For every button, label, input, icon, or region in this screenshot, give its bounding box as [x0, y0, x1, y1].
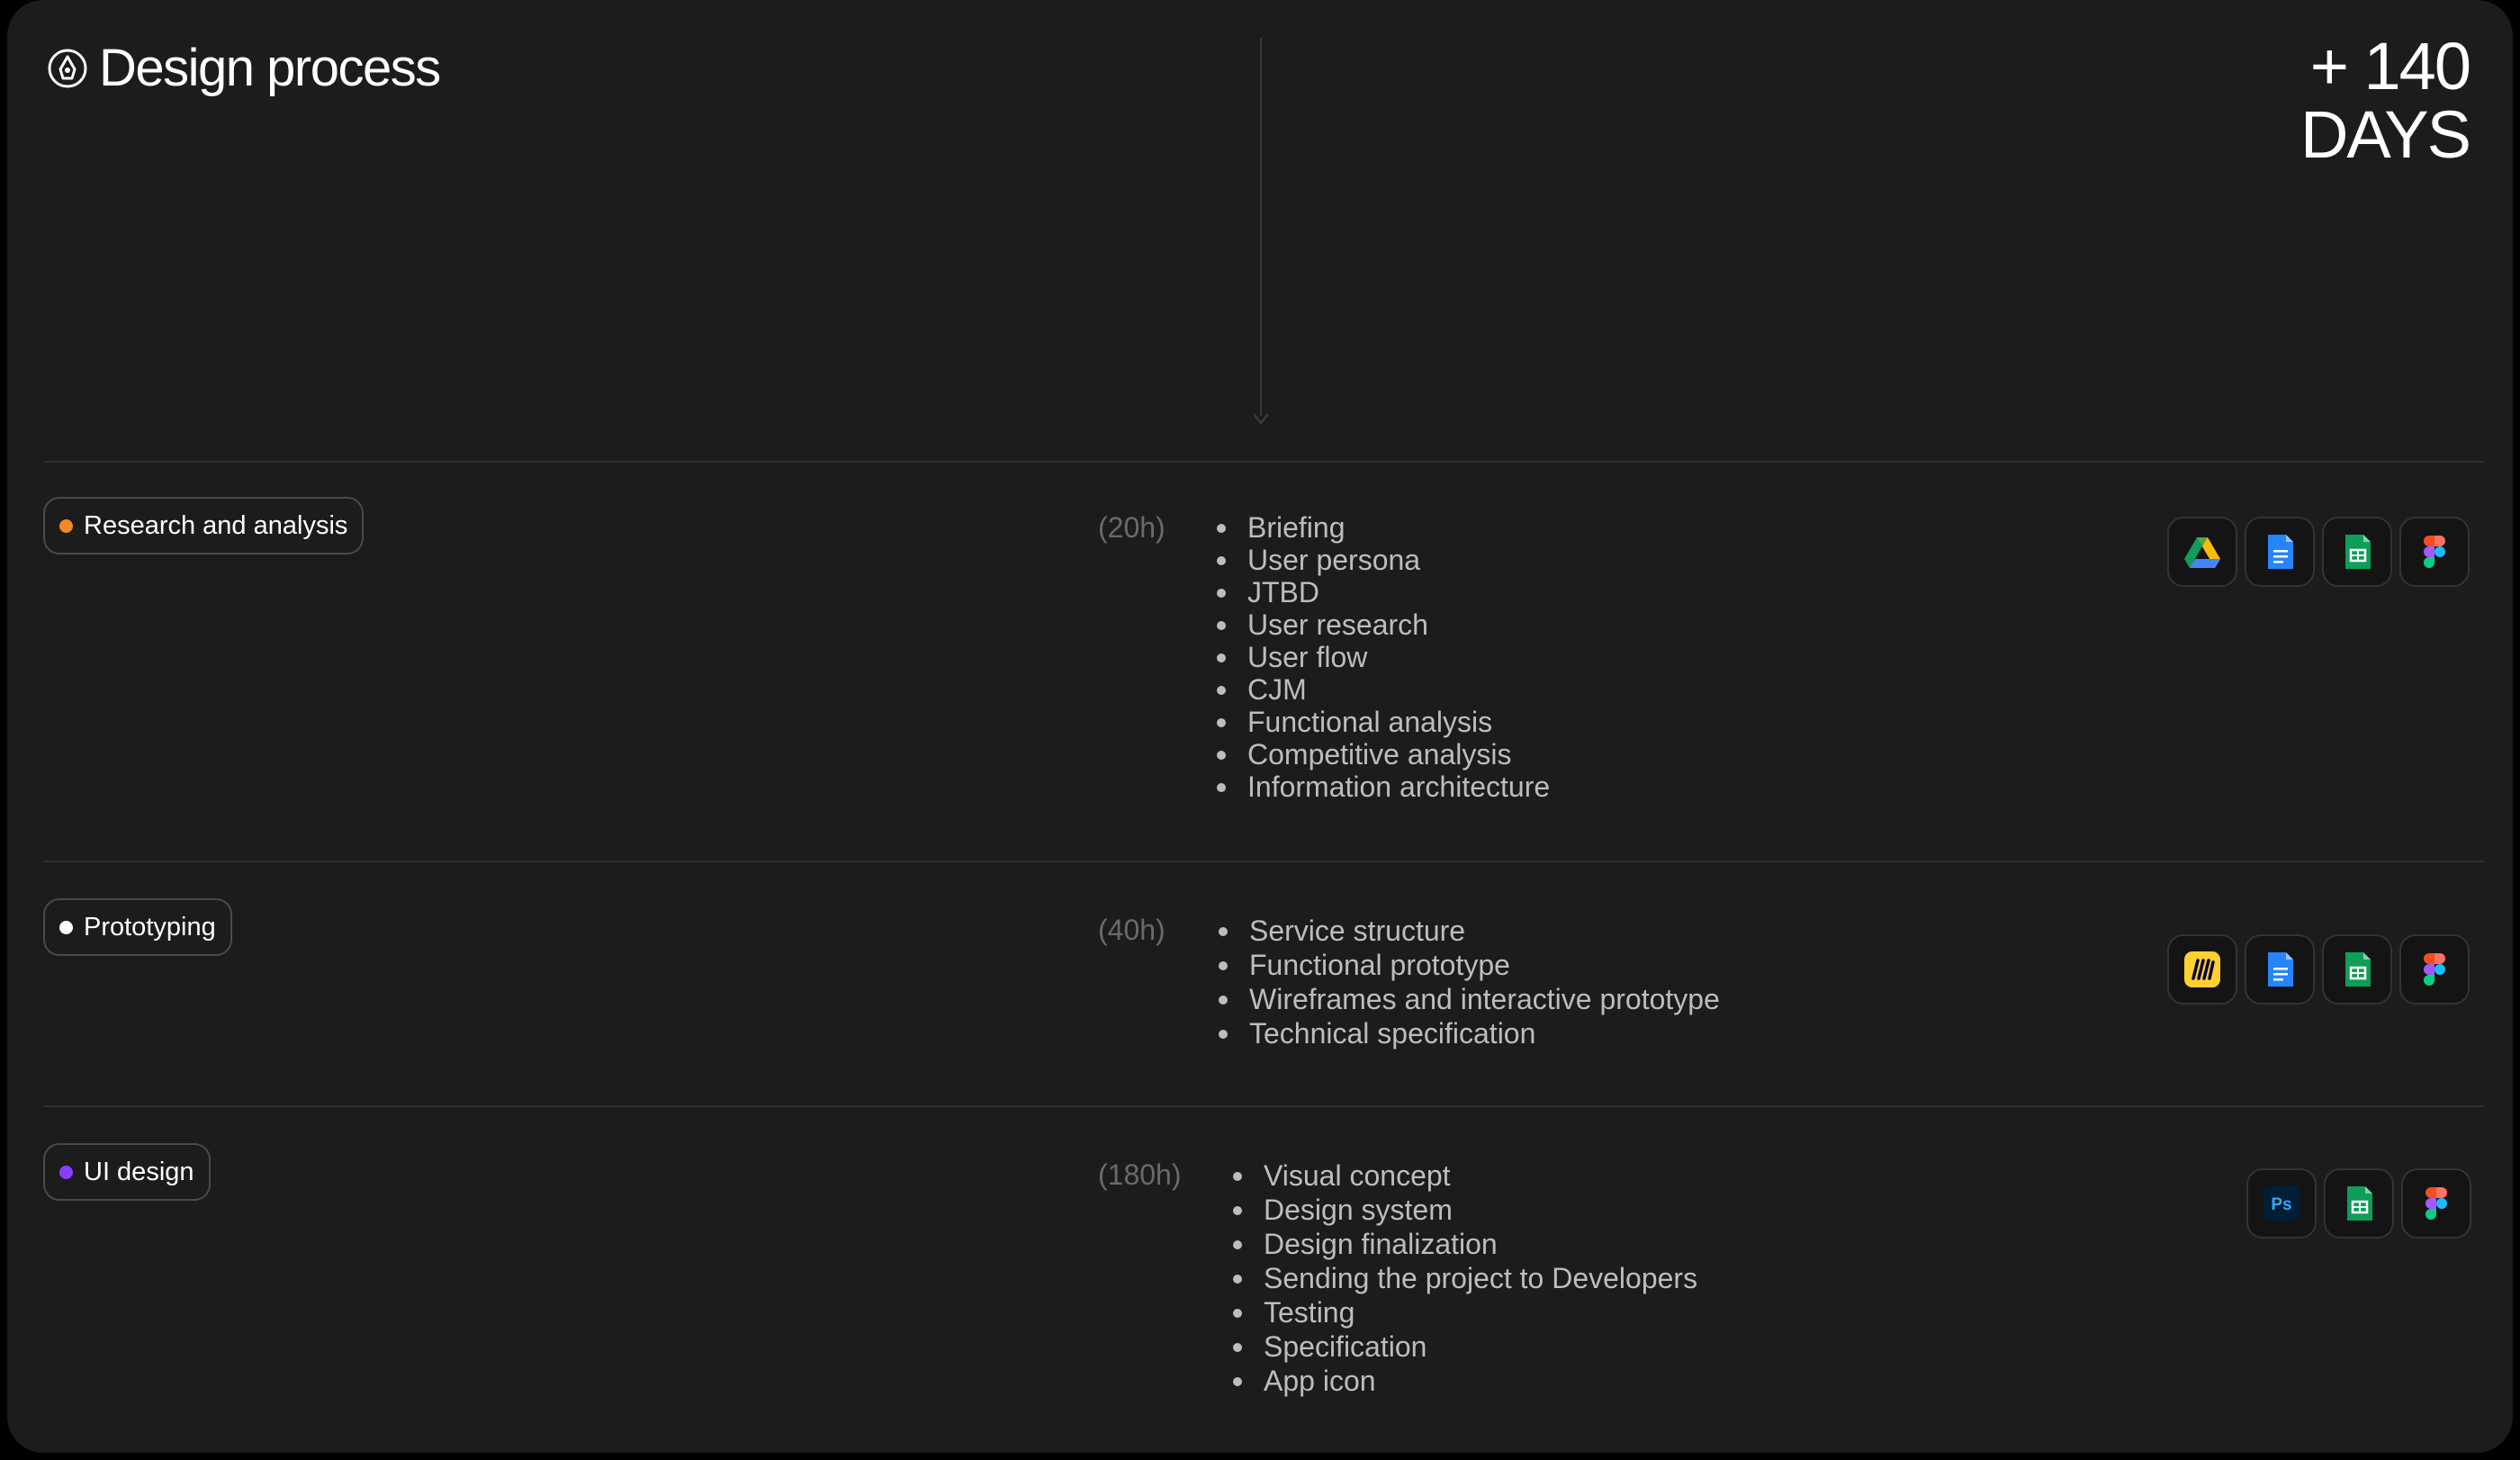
list-item: CJM	[1215, 673, 1550, 706]
list-item: Specification	[1231, 1330, 1697, 1365]
arrow-down-icon	[1249, 405, 1273, 428]
phase-badge-ui-design[interactable]	[43, 1143, 211, 1201]
list-item: Briefing	[1215, 511, 1550, 544]
design-process-card	[7, 0, 2513, 1453]
page-title: Design process	[99, 39, 440, 97]
list-item: Functional prototype	[1217, 949, 1720, 983]
phase-hours: (20h)	[1098, 511, 1166, 544]
figma-icon[interactable]	[2399, 934, 2470, 1005]
status-dot	[59, 1166, 73, 1179]
list-item: Information architecture	[1215, 771, 1550, 803]
google-sheets-icon[interactable]	[2322, 934, 2392, 1005]
list-item: Visual concept	[1231, 1159, 1697, 1194]
list-item: App icon	[1231, 1365, 1697, 1399]
list-item: Testing	[1231, 1296, 1697, 1330]
list-item: Technical specification	[1217, 1017, 1720, 1051]
list-item: User research	[1215, 608, 1550, 641]
divider	[43, 1105, 2484, 1107]
phase-badge-research[interactable]	[43, 497, 364, 554]
divider	[43, 461, 2484, 463]
divider	[43, 861, 2484, 862]
list-item: Design finalization	[1231, 1228, 1697, 1262]
list-item: Service structure	[1217, 915, 1720, 949]
miro-icon[interactable]	[2167, 934, 2237, 1005]
google-sheets-icon[interactable]	[2322, 517, 2392, 587]
figma-icon[interactable]	[2401, 1168, 2471, 1239]
header	[47, 38, 440, 98]
list-item: User persona	[1215, 544, 1550, 576]
google-sheets-icon[interactable]	[2324, 1168, 2394, 1239]
status-dot	[59, 921, 73, 934]
google-docs-icon[interactable]	[2245, 517, 2315, 587]
phase-label: Research and analysis	[84, 510, 348, 540]
list-item: Wireframes and interactive prototype	[1217, 983, 1720, 1017]
phase-badge-prototyping[interactable]	[43, 898, 232, 956]
list-item: Design system	[1231, 1194, 1697, 1228]
list-item: User flow	[1215, 641, 1550, 673]
duration-counter	[2300, 29, 2470, 172]
list-item: Sending the project to Developers	[1231, 1262, 1697, 1296]
phase-hours: (180h)	[1098, 1158, 1182, 1191]
figma-icon[interactable]	[2399, 517, 2470, 587]
status-dot	[59, 519, 73, 533]
duration-unit: DAYS	[2300, 97, 2470, 172]
tool-icons	[2246, 1168, 2471, 1239]
tool-icons	[2167, 934, 2470, 1005]
phase-task-list	[1231, 1159, 1697, 1399]
photoshop-icon[interactable]	[2246, 1168, 2317, 1239]
google-drive-icon[interactable]	[2167, 517, 2237, 587]
timeline-line	[1260, 38, 1262, 416]
phase-label: Prototyping	[84, 912, 216, 942]
list-item: Functional analysis	[1215, 706, 1550, 738]
phase-hours: (40h)	[1098, 914, 1166, 946]
tool-icons	[2167, 517, 2470, 587]
list-item: JTBD	[1215, 576, 1550, 608]
phase-task-list	[1215, 511, 1550, 803]
list-item: Competitive analysis	[1215, 738, 1550, 771]
phase-label: UI design	[84, 1157, 194, 1186]
photoshop-icon-label: Ps	[2271, 1195, 2292, 1214]
duration-value: + 140	[2309, 29, 2470, 104]
google-docs-icon[interactable]	[2245, 934, 2315, 1005]
phase-task-list	[1217, 915, 1720, 1051]
pen-nib-logo-icon	[47, 48, 88, 89]
